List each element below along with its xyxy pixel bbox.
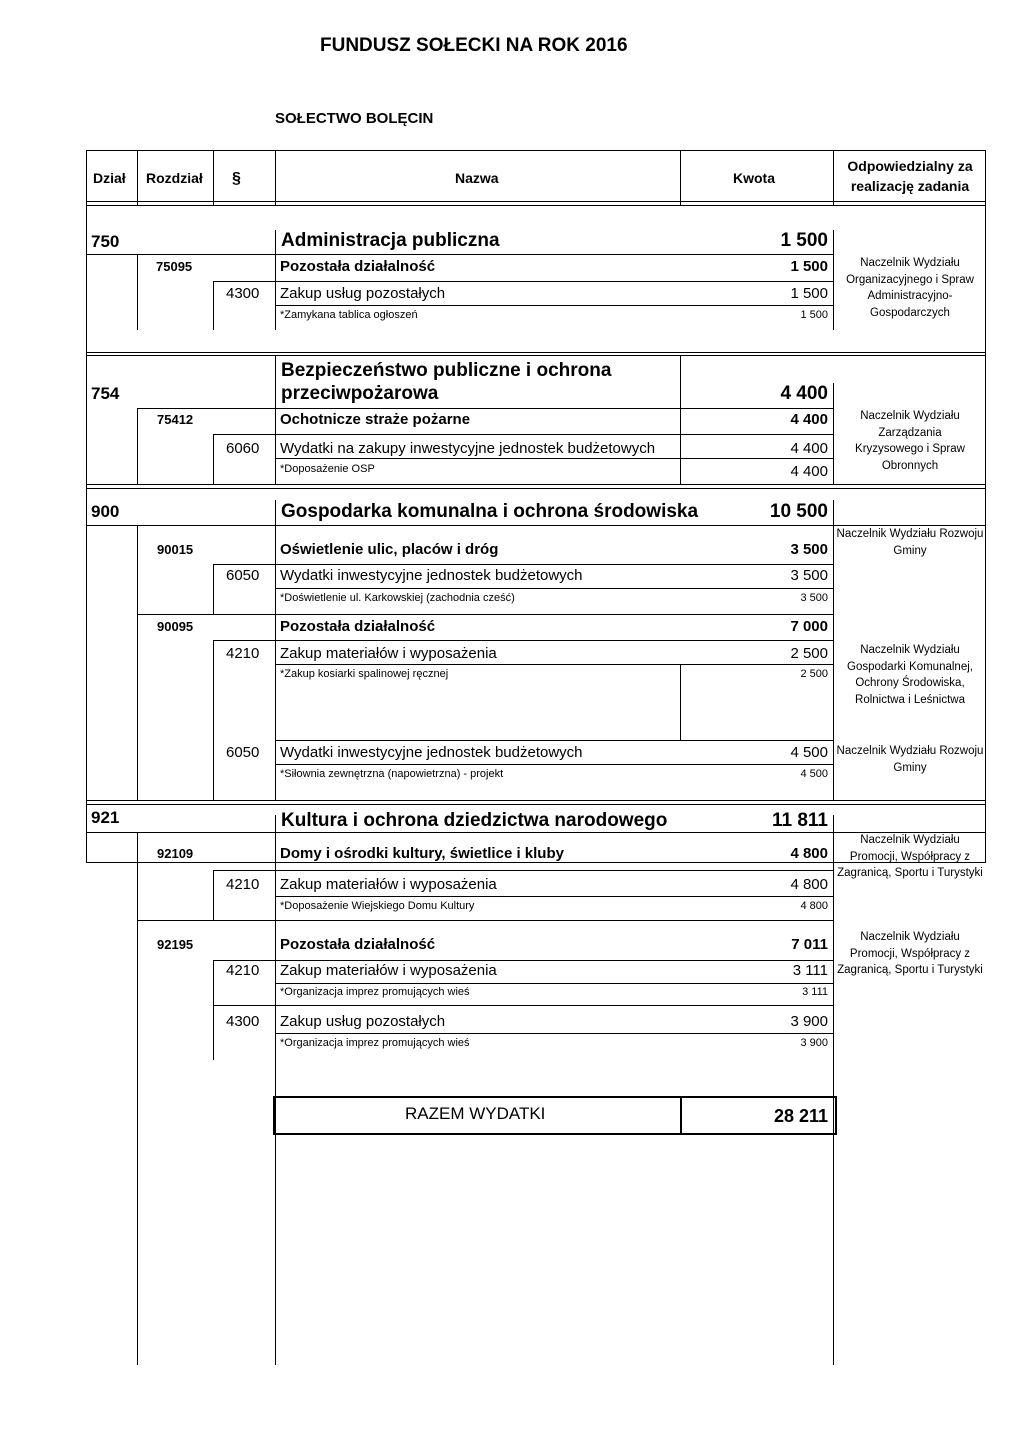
task-amount: 4 500 (800, 768, 828, 780)
rozdzial-code: 92109 (157, 846, 194, 861)
rozdzial-code: 92195 (157, 937, 194, 952)
dzial-name-line2: przeciwpożarowa (281, 383, 439, 404)
paragraf-name: Zakup materiałów i wyposażenia (280, 876, 497, 893)
dzial-code: 921 (91, 808, 120, 827)
paragraf-code: 4210 (226, 645, 260, 662)
document-title: FUNDUSZ SOŁECKI NA ROK 2016 (320, 35, 628, 56)
dzial-amount: 1 500 (780, 230, 828, 251)
task-amount: 3 111 (802, 986, 828, 998)
paragraf-name: Zakup materiałów i wyposażenia (280, 962, 497, 979)
header-nazwa: Nazwa (455, 170, 499, 186)
paragraf-name: Wydatki inwestycyjne jednostek budżetowych (280, 567, 583, 584)
task-description: *Doposażenie Wiejskiego Domu Kultury (280, 900, 475, 912)
paragraf-code: 4300 (226, 1013, 260, 1030)
paragraf-amount: 2 500 (790, 645, 828, 662)
rozdzial-name: Domy i ośrodki kultury, świetlice i kluby (280, 845, 564, 862)
paragraf-name: Zakup materiałów i wyposażenia (280, 645, 497, 662)
responsible-unit: Naczelnik Wydziału Promocji, Współpracy z Zagranicą, Sportu i Turystyki (837, 834, 983, 880)
rozdzial-amount: 7 011 (791, 936, 828, 953)
dzial-name: Gospodarka komunalna i ochrona środowiska (281, 501, 699, 522)
dzial-name: Kultura i ochrona dziedzictwa narodowego (281, 810, 668, 831)
rozdzial-code: 90095 (157, 619, 194, 634)
task-description: *Organizacja imprez promujących wieś (280, 1037, 470, 1049)
responsible-unit: Naczelnik Wydziału Rozwoju Gminy (836, 528, 984, 557)
dzial-code: 754 (91, 384, 120, 403)
rozdzial-amount: 4 800 (790, 845, 828, 862)
dzial-amount: 10 500 (769, 501, 828, 522)
dzial-code: 900 (91, 502, 120, 521)
dzial-code: 750 (91, 232, 120, 251)
rozdzial-amount: 1 500 (790, 258, 828, 275)
rozdzial-code: 75095 (156, 259, 193, 274)
paragraf-code: 4210 (226, 876, 260, 893)
paragraf-amount: 4 400 (790, 440, 828, 457)
task-amount: 3 900 (800, 1037, 828, 1049)
responsible-unit: Naczelnik Wydziału Organizacyjnego i Spraw Administracyjno-Gospodarczych (846, 257, 974, 320)
document-subtitle: SOŁECTWO BOLĘCIN (275, 110, 434, 127)
rozdzial-name: Pozostała działalność (280, 258, 436, 275)
task-description: *Zamykana tablica ogłoszeń (280, 309, 418, 321)
paragraf-amount: 1 500 (790, 285, 828, 302)
dzial-amount: 11 811 (771, 810, 828, 831)
task-description: *Doświetlenie ul. Karkowskiej (zachodnia cześć) (280, 592, 515, 604)
rozdzial-name: Pozostała działalność (280, 936, 436, 953)
rozdzial-amount: 4 400 (790, 411, 828, 428)
responsible-unit: Naczelnik Wydziału Gospodarki Komunalnej, Ochrony Środowiska, Rolnictwa i Leśnictwa (847, 644, 973, 707)
responsible-unit: Naczelnik Wydziału Rozwoju Gminy (836, 745, 984, 774)
rozdzial-amount: 3 500 (790, 541, 828, 558)
task-description: *Organizacja imprez promujących wieś (280, 986, 470, 998)
task-amount: 4 800 (800, 900, 828, 912)
header-paragraf: § (232, 170, 241, 187)
rozdzial-code: 75412 (157, 412, 194, 427)
rozdzial-amount: 7 000 (790, 618, 828, 635)
paragraf-name: Wydatki na zakupy inwestycyjne jednostek budżetowych (280, 440, 656, 457)
rozdzial-name: Pozostała działalność (280, 618, 436, 635)
responsible-unit: Naczelnik Wydziału Zarządzania Kryzysowego i Spraw Obronnych (855, 410, 965, 473)
paragraf-name: Zakup usług pozostałych (280, 285, 446, 302)
rozdzial-code: 90015 (157, 542, 194, 557)
task-amount: 2 500 (800, 668, 828, 680)
rozdzial-name: Oświetlenie ulic, placów i dróg (280, 541, 499, 558)
paragraf-amount: 4 500 (790, 744, 828, 761)
paragraf-code: 4210 (226, 962, 260, 979)
paragraf-amount: 3 900 (790, 1013, 828, 1030)
task-amount: 1 500 (800, 309, 828, 321)
header-dzial: Dział (93, 170, 126, 186)
paragraf-code: 6050 (226, 567, 260, 584)
total-label: RAZEM WYDATKI (405, 1104, 546, 1123)
task-amount: 4 400 (790, 463, 828, 480)
total-amount: 28 211 (773, 1106, 828, 1126)
header-kwota: Kwota (733, 170, 775, 186)
paragraf-name: Zakup usług pozostałych (280, 1013, 446, 1030)
paragraf-code: 6060 (226, 440, 260, 457)
header-odpowiedzialny: Odpowiedzialny za realizację zadania (847, 158, 973, 195)
rozdzial-name: Ochotnicze straże pożarne (280, 411, 471, 428)
dzial-name: Administracja publiczna (281, 230, 500, 251)
task-description: *Zakup kosiarki spalinowej ręcznej (280, 668, 449, 680)
paragraf-code: 6050 (226, 744, 260, 761)
paragraf-amount: 4 800 (790, 876, 828, 893)
paragraf-amount: 3 111 (792, 962, 828, 979)
header-rozdzial: Rozdział (146, 170, 203, 186)
paragraf-name: Wydatki inwestycyjne jednostek budżetowych (280, 744, 583, 761)
dzial-name-line1: Bezpieczeństwo publiczne i ochrona (281, 360, 612, 381)
task-description: *Doposażenie OSP (280, 463, 375, 475)
responsible-unit: Naczelnik Wydziału Promocji, Współpracy z Zagranicą, Sportu i Turystyki (837, 931, 983, 977)
paragraf-code: 4300 (226, 285, 260, 302)
task-description: *Siłownia zewnętrzna (napowietrzna) - projekt (280, 768, 504, 780)
task-amount: 3 500 (800, 592, 828, 604)
paragraf-amount: 3 500 (790, 567, 828, 584)
dzial-amount: 4 400 (780, 383, 828, 404)
